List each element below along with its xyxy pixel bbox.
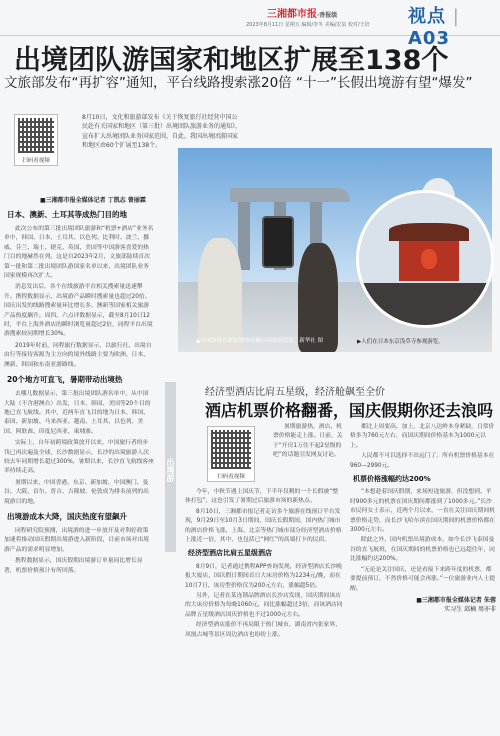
page-section: 视点 | A03 bbox=[408, 6, 460, 49]
inset-caption: ▶人们在日本东京浅草寺参观游览。 bbox=[357, 339, 444, 345]
story-column bbox=[273, 423, 343, 462]
qr-code[interactable] bbox=[207, 426, 255, 482]
paragraph: 此次公布的第三批出境团队旅游和“机票+酒店”业务名单中，韩国、日本、土耳其、以色列、比利时、波兰、挪威、芬兰、瑞士、捷克、英国、美国等中国游客喜爱的热门目的地赫然在列。这是自2023年2月，文旅部陆续首次第一批和第二批出境团队游国家名单以来，出境团队业务国家规模再次扩大。 bbox=[4, 226, 154, 280]
paragraph: 消息发出后，各个在线旅游平台相关搜索量迅速攀升。携程数据显示，出境游产品瞬时搜索量也超过20倍。国庆出发的线路搜索量环比增长多，澳新等国家相关旅游产品热度飙升。周四，六点评数据显示，截至8月10日12时，平台上海外酒店的瞬时浏览量超过2倍，同程平台出境游搜索较同期增长30%。 bbox=[4, 284, 153, 338]
paragraph: 除此之外，国内机票出境游成本，如今长沙飞泰国曼谷的直飞航班，在国庆期间的机票价格也已远超往年，同比涨幅约达200%。 bbox=[350, 537, 495, 563]
story-title: 酒店机票价格翻番，国庆假期你还去浪吗 bbox=[205, 401, 494, 420]
byline: 实习生 邱楠 周亦非 bbox=[444, 606, 496, 614]
paragraph: 人民都不可以选择不出远门了。所有机票价格基本在960—2990元。 bbox=[350, 453, 495, 469]
paragraph: 暑期旅游热，酒店、机票价格能走上涨。日前，关于“开房1万住不起2星级的吧”的话题引发网友讨论。 bbox=[273, 424, 343, 459]
byline: ■三湘都市报全媒体记者 朱蓉 bbox=[416, 596, 496, 604]
paragraph: 暑期以来，中国香港、东京、新加坡、中国澳门、曼谷、大阪、首尔、普吉、吉隆坡、伦敦成为排名前列的出境游目的地。 bbox=[4, 479, 149, 505]
section-title: 机票价格涨幅约达200% bbox=[353, 475, 431, 484]
publication-name: 三湘都市报 bbox=[267, 9, 317, 20]
lantern-icon bbox=[421, 249, 437, 269]
paragraph: “无论是关注国庆，还是看接下来跨年度的机票，都要提前预订，不然价格可能会再涨。”一位旅游业内人士提醒。 bbox=[350, 566, 496, 592]
qr-pattern-icon bbox=[18, 118, 54, 153]
masthead bbox=[0, 0, 500, 49]
paragraph: 经济型酒店涨价不再局限于热门城市，湖南省内张家界、凤凰古城等景区周边酒店也纷纷上涨。 bbox=[185, 622, 341, 638]
intro-byline: ■三湘都市报全媒体记者 丁凯志 曾丽霖 bbox=[40, 197, 146, 204]
section-title: 日本、澳新、土耳其等成热门目的地 bbox=[7, 210, 127, 219]
intro-paragraph: 8月10日，文化和旅游部发布《关于恢复旅行社经营中国公民赴有关国家和地区（第三批）出境团队旅游业务的通知》，宣布扩大出境团队业务国家范围，自此，我国出境团游国家和地区由60个扩展至138个。 bbox=[82, 114, 242, 149]
publication-logo bbox=[267, 5, 337, 20]
story-column bbox=[185, 488, 343, 641]
qr-label: 扫码看视频 bbox=[217, 474, 245, 480]
headline: 出境团队游国家和地区扩展至138个 bbox=[14, 45, 449, 76]
section-title: 20个地方可直飞，暑期带动出境热 bbox=[7, 375, 123, 385]
paragraph: 8月9日，记者通过携程APP查询发现，经济型酒店长沙晚报大厦店，国庆假日期间首日大床房价格为1234元/晚，而在10月7日，该房型价格仅为200元左右，涨幅超5倍。 bbox=[185, 563, 342, 589]
paragraph: 同程研究院预测，出境游的进一步放开及对利好政策加速将推动国庆假期出境游进入新阶段，目前市场对出境游产品的需求明显增加。 bbox=[4, 527, 149, 553]
section-name: 视点 bbox=[408, 6, 446, 27]
subheadline: 文旅部发布“再扩容”通知，平台线路搜索涨20倍 “十一”长假出境游有望“爆发” bbox=[4, 75, 473, 91]
story-column bbox=[350, 423, 496, 615]
paragraph: 2019年时前，同程旅行数据显示，以旅行社、出境自由行等接待客源为主方向的境外线路主要为欧洲、日本、澳新、韩国和东南亚游路线。 bbox=[4, 342, 152, 368]
inset-photo bbox=[356, 190, 494, 328]
paragraph: 8月10日，三湘都市报记者走访多个旅游在线预订平台发现，9月29日至10月3日期间，国庆长假期间，国内热门城市的酒店价格飞涨，上海、北京等热门城市部分经济型酒店价格上涨近一倍，其中，也包括已“网红”的高端打卡的民宿。 bbox=[185, 508, 342, 544]
issue-date: 2023年8月11日 星期五 编辑/李冬 美编/宏泉 校对/王培 bbox=[246, 22, 370, 28]
section-title: 经济型酒店比肩五星级酒店 bbox=[188, 549, 272, 558]
paragraph: 今年，中秋节遇上国庆节，下半年仅剩的一个长假被“整体打包”，这也引发了暑期过后旅游市场的新热点。 bbox=[185, 489, 339, 505]
paragraph: 另外，记者在某连锁品牌酒店长沙店发现，国庆期间该店的大床房价格为每晚1060元，同比涨幅超过3倍，而该酒店同品牌五星级酒店国庆价格也不过1000元左右。 bbox=[185, 593, 343, 618]
photo-caption: ▲中国游客在新加坡鱼尾狮公园拍照留影。新华社 图 bbox=[196, 338, 323, 344]
paragraph: 携程数据显示，国庆假期出境游订单量同比增长显著，机票价格预计有所回落。 bbox=[4, 558, 143, 574]
qr-label: 扫码看视频 bbox=[22, 158, 50, 164]
page-number: A03 bbox=[408, 28, 450, 49]
section-tag: ·香报级 bbox=[317, 12, 338, 19]
story-kicker: 经济型酒店比肩五星级，经济舱飙至全价 bbox=[205, 387, 385, 398]
paragraph: “本想趁着国庆假期，来场短途旅游，但没想到，平时900多元的机票在国庆期间都涨到了1000多元。”长沙市民何女士表示，近两个月以来，一直在关注国庆期间机票价格走势，而长沙飞哈尔滨在国庆期间的机票价格都在3000元左右。 bbox=[350, 489, 495, 534]
paragraph: 去哪儿数据显示，第三批出境团队游名单中，从中国大陆（不含港澳台）出发，日本、韩国、美国等20个目的地已直飞航线。其中，近两年直飞目的地为日本、韩国、泰国、新加坡、马来西亚、越南、土耳其、以色列、美国、阿联酋、印度尼西亚、柬埔寨。 bbox=[4, 391, 151, 435]
section-sidebar-label: 出境游 bbox=[165, 382, 176, 552]
paragraph: 实际上，自年初跨境政策放开以来，中国旅行者的步伐已再次遍及全球，长沙数据显示，长沙的出境旅游人次较去年同期增长超过300%，暑期以来，长沙直飞航线客座率持续走高。 bbox=[4, 440, 154, 475]
section-title: 出境游成本大降，国庆热度有望飙升 bbox=[7, 511, 127, 521]
phone-icon bbox=[262, 216, 294, 268]
qr-pattern-icon bbox=[211, 430, 251, 469]
paragraph: 都比上周要高。加上，北京八达岭本身紧缺，日常价格多为760元左右，而国庆期间价格基本为1000元以上。 bbox=[350, 424, 495, 449]
left-column bbox=[4, 205, 154, 578]
qr-code[interactable] bbox=[14, 114, 58, 166]
